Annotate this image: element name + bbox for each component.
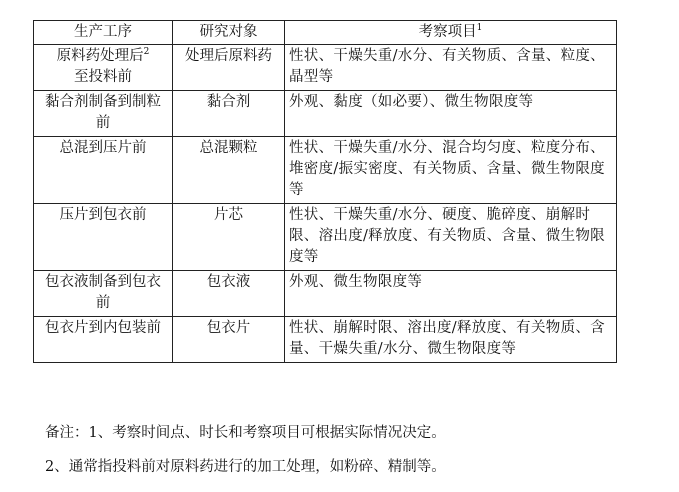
footnote-marker: 2 xyxy=(143,47,150,58)
table-row xyxy=(34,137,617,204)
table-row xyxy=(34,204,617,271)
object-cell: 包衣液 xyxy=(173,271,285,317)
items-cell: 性状、崩解时限、溶出度/释放度、有关物质、含量、干燥失重/水分、微生物限度等 xyxy=(285,317,617,363)
footnote-2: 2、通常指投料前对原料药进行的加工处理，如粉碎、精制等。 xyxy=(45,459,446,475)
items-cell: 性状、干燥失重/水分、硬度、脆碎度、崩解时限、溶出度/释放度、有关物质、含量、微生物限度等 xyxy=(285,204,617,271)
header-object: 研究对象 xyxy=(173,21,285,45)
object-cell: 包衣片 xyxy=(173,317,285,363)
object-cell: 处理后原料药 xyxy=(173,45,285,91)
process-control-table xyxy=(33,20,617,363)
table-row xyxy=(34,271,617,317)
table-row xyxy=(34,317,617,363)
stage-cell: 总混到压片前 xyxy=(34,137,173,204)
items-cell: 性状、干燥失重/水分、混合均匀度、粒度分布、堆密度/振实密度、有关物质、含量、微生物限度等 xyxy=(285,137,617,204)
object-cell: 片芯 xyxy=(173,204,285,271)
table-row xyxy=(34,45,617,91)
stage-cell: 包衣液制备到包衣前 xyxy=(34,271,173,317)
footnote-marker: 1 xyxy=(476,23,483,34)
items-cell: 外观、微生物限度等 xyxy=(285,271,617,317)
stage-cell: 原料药处理后$^2$ 至投料前 xyxy=(34,45,173,91)
object-cell: 总混颗粒 xyxy=(173,137,285,204)
table-header-row xyxy=(34,21,617,45)
header-items: 考察项目$^1$ xyxy=(285,21,617,45)
footnote-1: 备注：1、考察时间点、时长和考察项目可根据实际情况决定。 xyxy=(45,425,446,441)
items-cell: 外观、黏度（如必要）、微生物限度等 xyxy=(285,91,617,137)
object-cell: 黏合剂 xyxy=(173,91,285,137)
stage-cell: 黏合剂制备到制粒前 xyxy=(34,91,173,137)
table-row xyxy=(34,91,617,137)
stage-cell: 压片到包衣前 xyxy=(34,204,173,271)
items-cell: 性状、干燥失重/水分、有关物质、含量、粒度、晶型等 xyxy=(285,45,617,91)
header-stage: 生产工序 xyxy=(34,21,173,45)
stage-cell: 包衣片到内包装前 xyxy=(34,317,173,363)
